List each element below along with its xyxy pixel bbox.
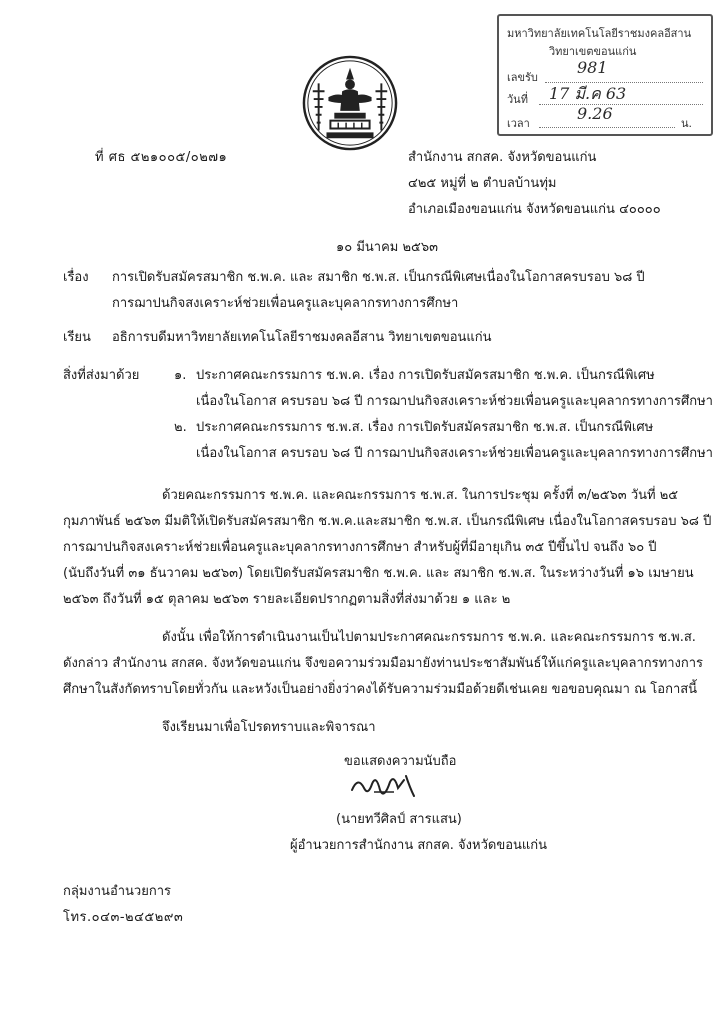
stamp-date-label: วันที่ (507, 93, 528, 106)
enclosure-line: ประกาศคณะกรรมการ ช.พ.ค. เรื่อง การเปิดรับสมัครสมาชิก ช.พ.ค. เป็นกรณีพิเศษ (196, 368, 655, 383)
closing-phrase: ขอแสดงความนับถือ (344, 754, 457, 769)
stamp-time-label: เวลา (507, 117, 530, 130)
enclosure-line: เนื่องในโอกาส ครบรอบ ๖๘ ปี การฌาปนกิจสงเคราะห์ช่วยเพื่อนครูและบุคลากรทางการศึกษา (196, 446, 713, 461)
body-paragraph-2-line: ดังกล่าว สำนักงาน สกสค. จังหวัดขอนแก่น จึงขอความร่วมมือมายังท่านประชาสัมพันธ์ให้แก่ครูและบุคลากรทางการ (63, 656, 704, 671)
footer-department: กลุ่มงานอำนวยการ (63, 884, 172, 899)
subject-line2: การฌาปนกิจสงเคราะห์ช่วยเพื่อนครูและบุคลากรทางการศึกษา (112, 296, 459, 311)
enclosure-line: เนื่องในโอกาส ครบรอบ ๖๘ ปี การฌาปนกิจสงเคราะห์ช่วยเพื่อนครูและบุคลากรทางการศึกษา (196, 394, 713, 409)
handwritten-signature (348, 770, 420, 804)
recipient-label: เรียน (63, 330, 91, 345)
enclosure-number: ๒. (174, 420, 187, 435)
body-paragraph-1-line: (นับถึงวันที่ ๓๑ ธันวาคม ๒๕๖๓) โดยเปิดรับสมัครสมาชิก ช.พ.ค. และ สมาชิก ช.พ.ส. ในระหว่างวันที่ ๑๖ เมษายน (63, 566, 694, 581)
body-paragraph-1-line: กุมภาพันธ์ ๒๕๖๓ มีมติให้เปิดรับสมัครสมาชิก ช.พ.ค.และสมาชิก ช.พ.ส. เป็นกรณีพิเศษ เนื่องในโอกาสครบรอบ ๖๘ ปี (63, 514, 712, 529)
body-paragraph-1-line: การฌาปนกิจสงเคราะห์ช่วยเพื่อนครูและบุคลากรทางการศึกษา สำหรับผู้ที่มีอายุเกิน ๓๕ ปีขึ้นไป จนถึง ๖๐ ปี (63, 540, 657, 555)
stamp-time-line (539, 127, 675, 128)
sender-address: ๔๒๕ หมู่ที่ ๒ ตำบลบ้านทุ่ม (408, 176, 557, 191)
stamp-no-label: เลขรับ (507, 71, 538, 84)
signer-name: (นายทวีศิลป์ สารแสน) (336, 812, 462, 827)
footer-phone: โทร.๐๔๓-๒๔๕๒๙๓ (63, 910, 184, 925)
recipient-text: อธิการบดีมหาวิทยาลัยเทคโนโลยีราชมงคลอีสาน วิทยาเขตขอนแก่น (112, 330, 492, 345)
stamp-no-value: 981 (577, 58, 608, 77)
signer-title: ผู้อำนวยการสำนักงาน สกสค. จังหวัดขอนแก่น (290, 838, 548, 853)
stamp-time-value: 9.26 (577, 104, 613, 123)
sender-office: สำนักงาน สกสค. จังหวัดขอนแก่น (408, 150, 597, 165)
body-paragraph-1-line: ๒๕๖๓ ถึงวันที่ ๑๕ ตุลาคม ๒๕๖๓ รายละเอียดปรากฏตามสิ่งที่ส่งมาด้วย ๑ และ ๒ (63, 592, 511, 607)
enclosure-line: ประกาศคณะกรรมการ ช.พ.ส. เรื่อง การเปิดรับสมัครสมาชิก ช.พ.ส. เป็นกรณีพิเศษ (196, 420, 654, 435)
stamp-time-suffix: น. (681, 117, 693, 130)
subject-label: เรื่อง (63, 270, 89, 285)
enclosure-number: ๑. (174, 368, 187, 383)
subject-line1: การเปิดรับสมัครสมาชิก ช.พ.ค. และ สมาชิก ช.พ.ส. เป็นกรณีพิเศษเนื่องในโอกาสครบรอบ ๖๘ ปี (112, 270, 645, 285)
sender-district: อำเภอเมืองขอนแก่น จังหวัดขอนแก่น ๔๐๐๐๐ (408, 202, 661, 217)
stamp-date-value: 17 มี.ค 63 (549, 84, 627, 103)
stamp-org-line1: มหาวิทยาลัยเทคโนโลยีราชมงคลอีสาน (507, 27, 692, 40)
receiving-stamp (497, 14, 713, 136)
body-closing-sentence: จึงเรียนมาเพื่อโปรดทราบและพิจารณา (162, 720, 376, 735)
stamp-org-line2: วิทยาเขตขอนแก่น (549, 45, 637, 58)
garuda-emblem-icon (301, 54, 399, 152)
body-paragraph-2-line: ศึกษาในสังกัดทราบโดยทั่วกัน และหวังเป็นอย่างยิ่งว่าคงได้รับความร่วมมือด้วยดีเช่นเคย ขอขอบคุณมา ณ โอกาสนี้ (63, 682, 698, 697)
body-paragraph-1-line: ด้วยคณะกรรมการ ช.พ.ค. และคณะกรรมการ ช.พ.ส. ในการประชุม ครั้งที่ ๓/๒๕๖๓ วันที่ ๒๕ (162, 488, 679, 503)
reference-number: ที่ ศธ ๕๒๑๐๐๕/๐๒๗๑ (95, 150, 228, 165)
enclosures-label: สิ่งที่ส่งมาด้วย (63, 368, 140, 383)
body-paragraph-2-line: ดังนั้น เพื่อให้การดำเนินงานเป็นไปตามประกาศคณะกรรมการ ช.พ.ค. และคณะกรรมการ ช.พ.ส. (162, 630, 696, 645)
letter-date: ๑๐ มีนาคม ๒๕๖๓ (336, 240, 439, 255)
